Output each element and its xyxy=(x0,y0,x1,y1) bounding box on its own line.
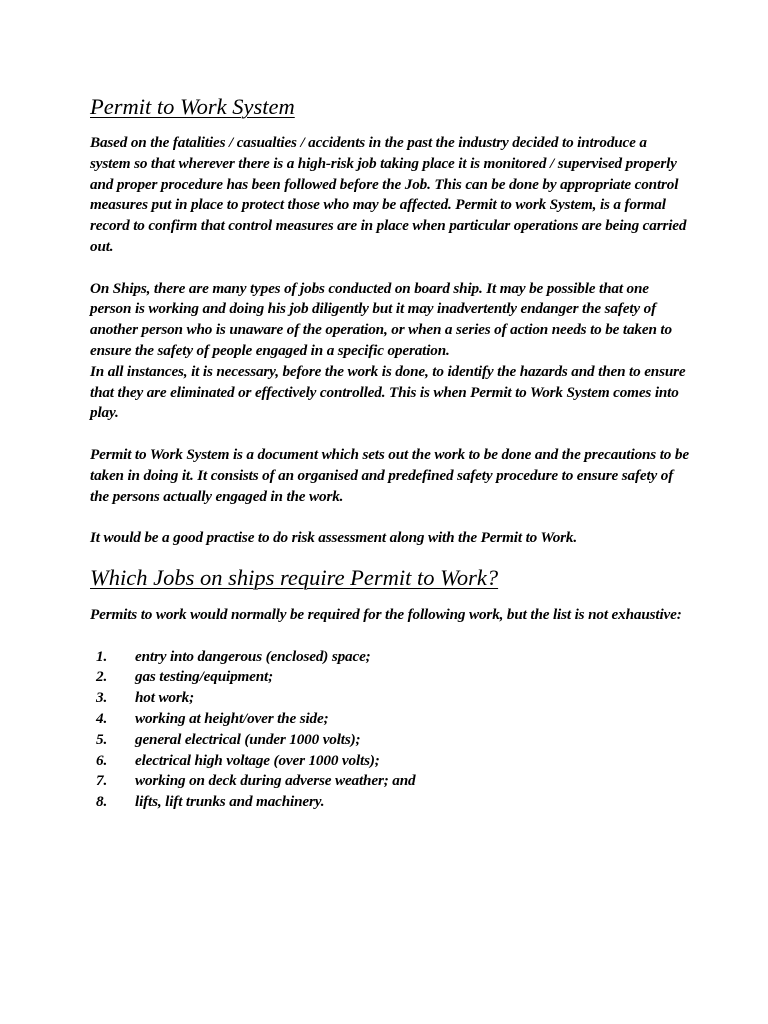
list-item-text: working on deck during adverse weather; and xyxy=(135,772,416,790)
list-item xyxy=(90,688,690,709)
list-item xyxy=(90,792,690,813)
list-item-text: electrical high voltage (over 1000 volts); xyxy=(135,751,380,769)
list-item-text: gas testing/equipment; xyxy=(135,668,274,686)
list-item-text: entry into dangerous (enclosed) space; xyxy=(135,647,371,665)
list-item xyxy=(90,667,690,688)
list-item xyxy=(90,709,690,730)
paragraph-background: Based on the fatalities / casualties / accidents in the past the industry decided to introduce a system so that wherever there is a high-risk job taking place it is monitored / supervised properly and proper procedure has been followed before the Job. This can be done by appropriate control measures put in place to protect those who may be affected. Permit to work System, is a formal record to confirm that control measures are in place when particular operations are being carried out. xyxy=(90,134,687,255)
list-item-text: lifts, lift trunks and machinery. xyxy=(135,793,325,811)
paragraph-risk-assessment: It would be a good practise to do risk assessment along with the Permit to Work. xyxy=(90,529,577,547)
list-item-number: 2. xyxy=(96,668,108,686)
list-item-number: 5. xyxy=(96,730,108,748)
document-page xyxy=(90,92,690,813)
list-item-number: 3. xyxy=(96,689,108,707)
list-item-text: working at height/over the side; xyxy=(135,709,329,727)
list-item xyxy=(90,751,690,772)
list-item-number: 7. xyxy=(96,772,108,790)
jobs-list xyxy=(90,647,690,813)
section-heading-permit-to-work-system: Permit to Work System xyxy=(90,94,295,119)
list-item-number: 1. xyxy=(96,647,108,665)
list-item xyxy=(90,730,690,751)
list-item xyxy=(90,771,690,792)
list-item-number: 6. xyxy=(96,751,108,769)
paragraph-all-instances: In all instances, it is necessary, before the work is done, to identify the hazards and then to ensure that they are eliminated or effectively controlled. This is when Permit to Work System comes into play. xyxy=(90,362,686,422)
list-item-text: general electrical (under 1000 volts); xyxy=(135,730,361,748)
paragraph-list-intro: Permits to work would normally be required for the following work, but the list is not exhaustive: xyxy=(90,605,682,623)
list-item-number: 8. xyxy=(96,793,108,811)
list-item-text: hot work; xyxy=(135,689,194,707)
list-item-number: 4. xyxy=(96,709,108,727)
paragraph-definition: Permit to Work System is a document which sets out the work to be done and the precautions to be taken in doing it. It consists of an organised and predefined safety procedure to ensure safety of the persons actually engaged in the work. xyxy=(90,445,689,505)
section-heading-which-jobs: Which Jobs on ships require Permit to Work? xyxy=(90,564,499,590)
list-item xyxy=(90,647,690,668)
paragraph-on-ships: On Ships, there are many types of jobs conducted on board ship. It may be possible that one person is working and doing his job diligently but it may inadvertently endanger the safety of another person who is unaware of the operation, or when a series of action needs to be taken to ensure the safety of people engaged in a specific operation. xyxy=(90,279,672,359)
